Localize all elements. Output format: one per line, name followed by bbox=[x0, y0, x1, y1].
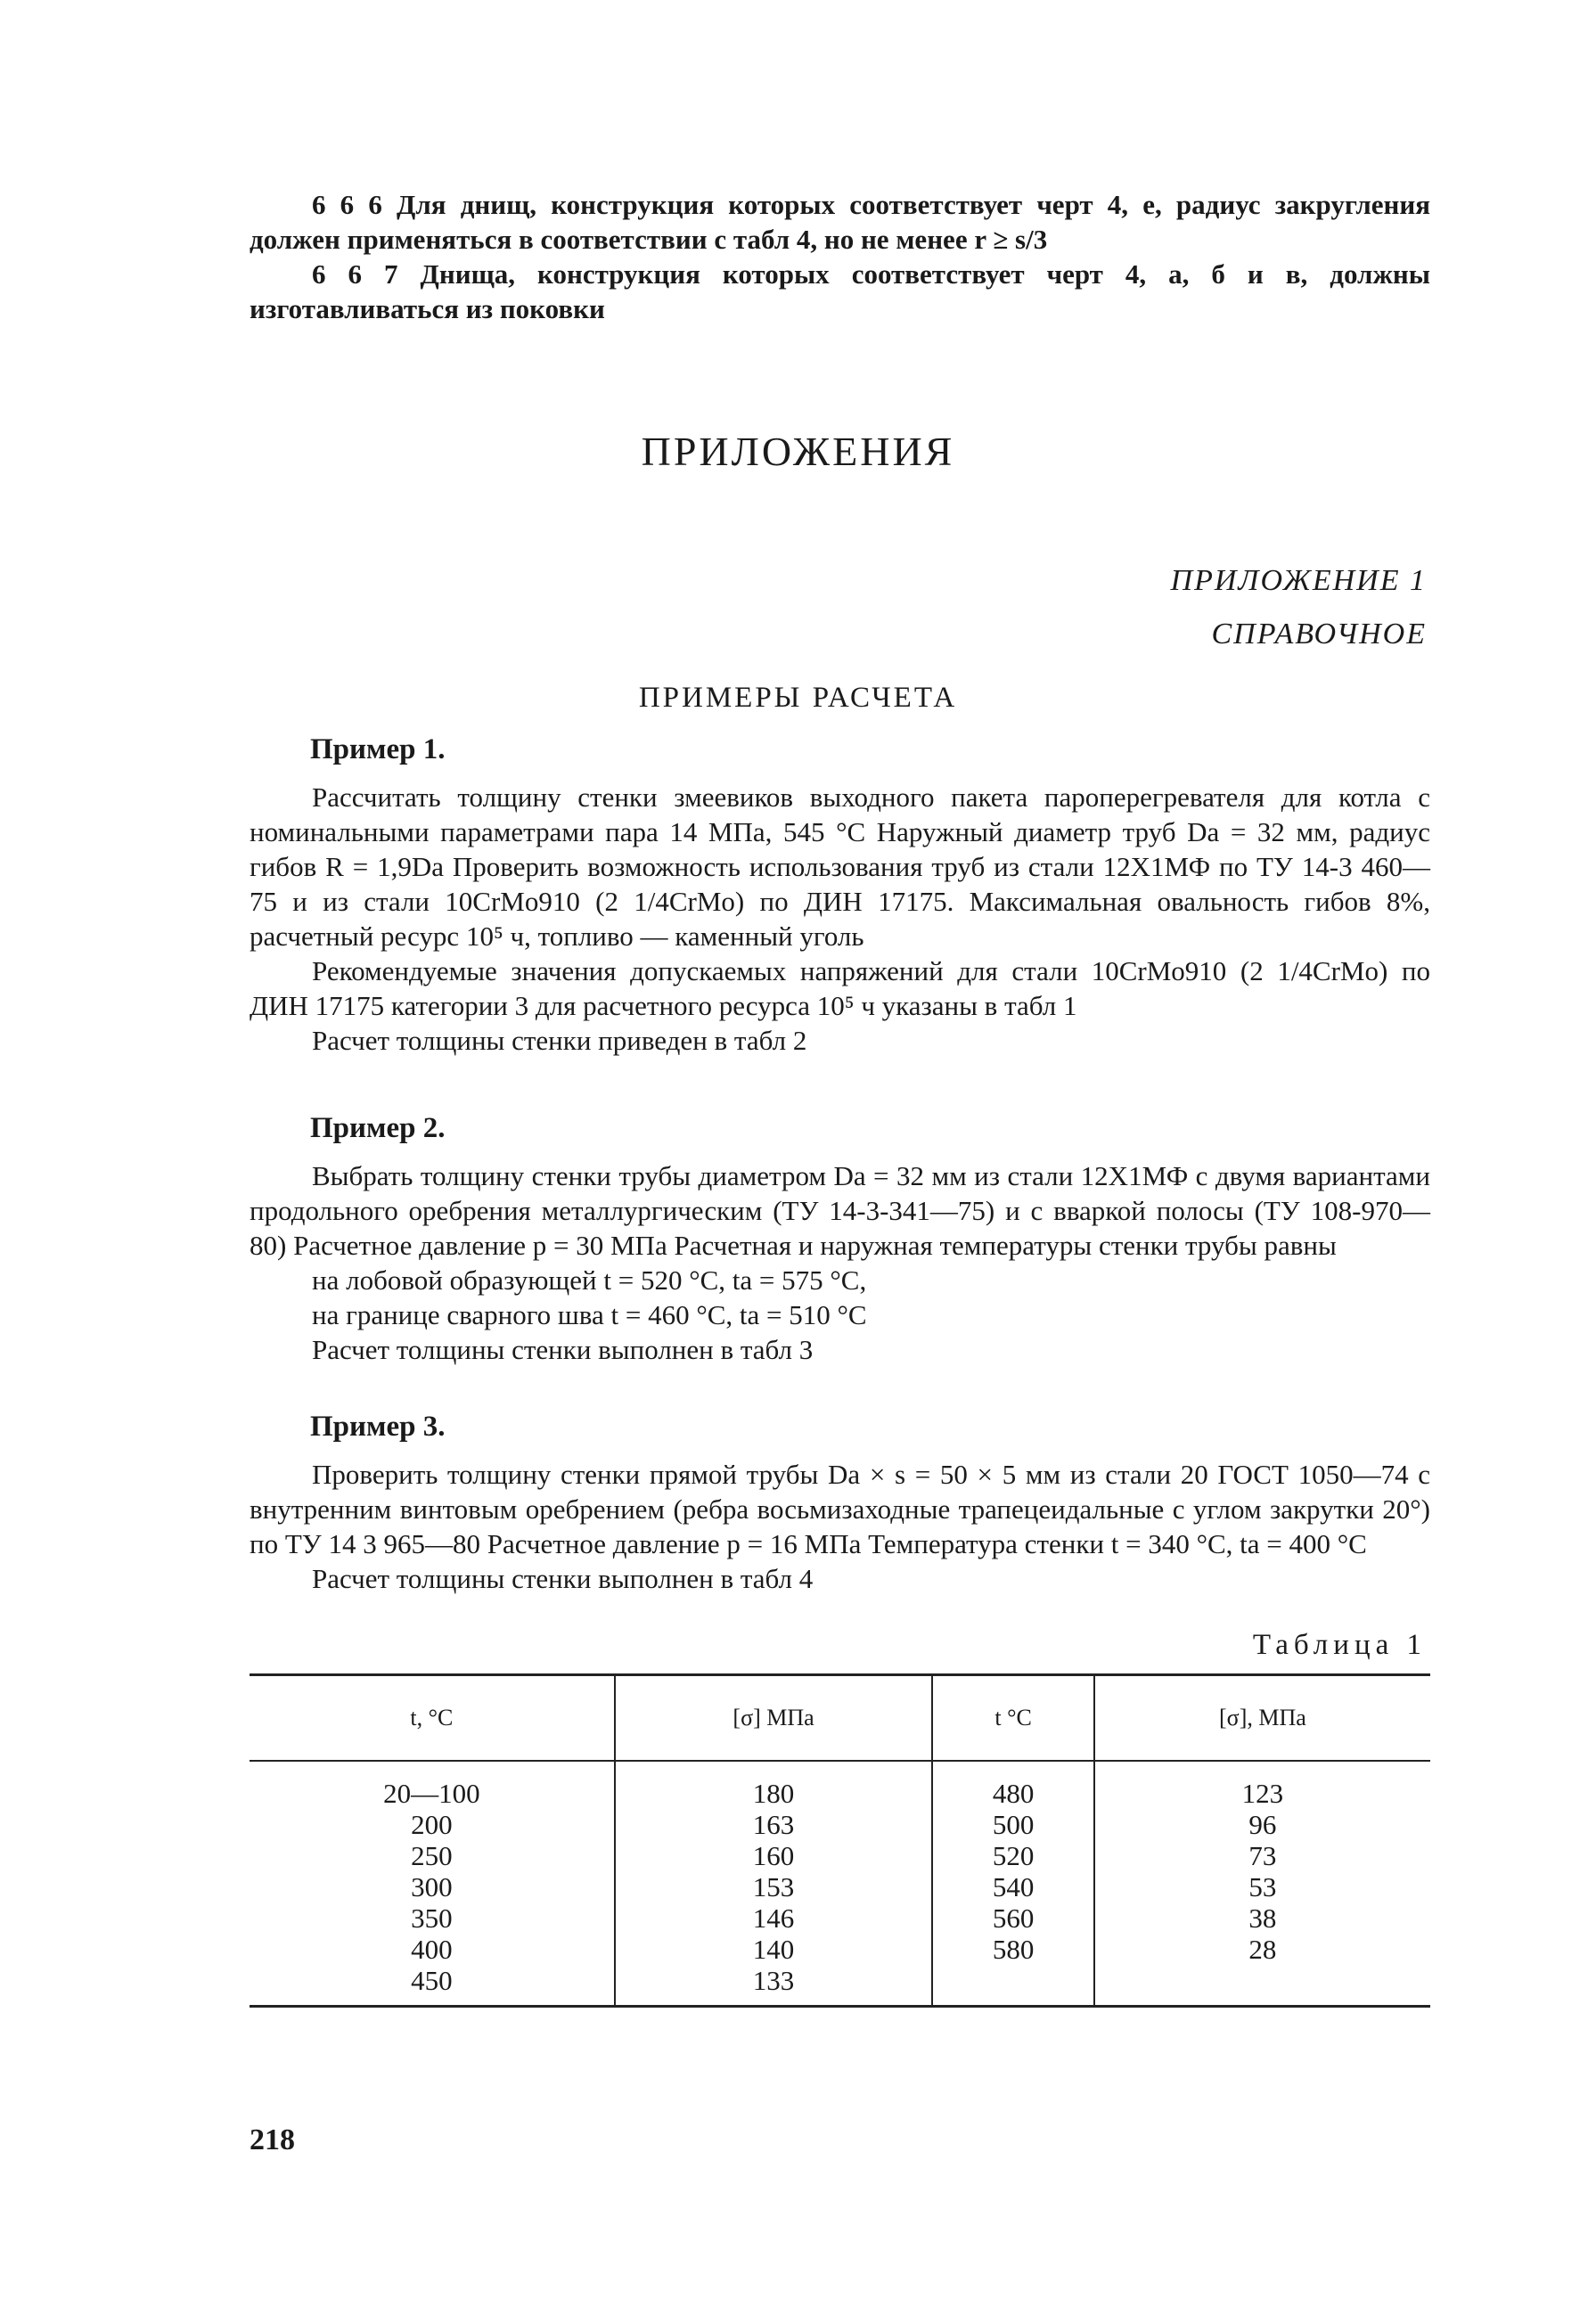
table-1-caption: Таблица 1 bbox=[1252, 1629, 1427, 1661]
appendix-title: ПРИМЕРЫ РАСЧЕТА bbox=[638, 682, 958, 714]
example-2-label: Пример 2. bbox=[310, 1112, 446, 1144]
example-1-paragraph: Рекомендуемые значения допускаемых напряжений для стали 10CrMo910 (2 1/4CrMo) по ДИН 17175 категории 3 для расчетного ресурса 10⁵ ч указаны в табл 1 bbox=[250, 955, 1430, 1021]
example-3-label: Пример 3. bbox=[310, 1411, 446, 1443]
example-2-paragraph: на границе сварного шва t = 460 °С, ta = 510 °С bbox=[312, 1299, 867, 1330]
example-1-body bbox=[250, 780, 1430, 1058]
clause-6-6-6: 6 6 6 Для днищ, конструкция которых соответствует черт 4, е, радиус закругления должен применяться в соответствии с табл 4, но не менее r ≥ s/3 bbox=[250, 189, 1430, 255]
top-paragraphs bbox=[250, 187, 1430, 326]
example-2-body bbox=[250, 1158, 1430, 1367]
example-1-paragraph: Рассчитать толщину стенки змеевиков выходного пакета пароперегревателя для котла с номинальными параметрами пара 14 МПа, 545 °С Наружный диаметр труб Da = 32 мм, радиус гибов R = 1,9Da Проверить возможность использования труб из стали 12Х1МФ по ТУ 14-3 460—75 и из стали 10CrMo910 (2 1/4CrMo) по ДИН 17175. Максимальная овальность гибов 8%, расчетный ресурс 10⁵ ч, топливо — каменный уголь bbox=[250, 781, 1430, 952]
clause-6-6-7: 6 6 7 Днища, конструкция которых соответствует черт 4, а, б и в, должны изготавливаться из поковки bbox=[250, 258, 1430, 324]
header-temperature-2: t °С bbox=[932, 1675, 1094, 1762]
header-stress-2: [σ], МПа bbox=[1094, 1675, 1430, 1762]
table-body-row bbox=[250, 1761, 1430, 2007]
example-1-label: Пример 1. bbox=[310, 733, 446, 765]
section-title: ПРИЛОЖЕНИЯ bbox=[641, 429, 955, 474]
example-3-body bbox=[250, 1457, 1430, 1596]
example-3-paragraph: Расчет толщины стенки выполнен в табл 4 bbox=[312, 1563, 814, 1594]
example-2-paragraph: Выбрать толщину стенки трубы диаметром Da = 32 мм из стали 12Х1МФ с двумя вариантами продольного оребрения металлургическим (ТУ 14-3-341—75) и с вваркой полосы (ТУ 108-970—80) Расчетное давление p = 30 МПа Расчетная и наружная температуры стенки трубы равны bbox=[250, 1160, 1430, 1261]
header-temperature-1: t, °С bbox=[250, 1675, 615, 1762]
stress-column-2: 123 96 73 53 38 28 bbox=[1094, 1761, 1430, 2007]
example-1-paragraph: Расчет толщины стенки приведен в табл 2 bbox=[312, 1025, 807, 1056]
table-header-row bbox=[250, 1675, 1430, 1762]
header-stress-1: [σ] МПа bbox=[615, 1675, 933, 1762]
page-number: 218 bbox=[250, 2123, 295, 2156]
appendix-label: ПРИЛОЖЕНИЕ 1 bbox=[1170, 564, 1427, 597]
temperature-column-1: 20—100 200 250 300 350 400 450 bbox=[383, 1778, 480, 1996]
example-2-paragraph: Расчет толщины стенки выполнен в табл 3 bbox=[312, 1334, 814, 1365]
stress-column-1: 180 163 160 153 146 140 133 bbox=[615, 1761, 933, 2007]
example-2-paragraph: на лобовой образующей t = 520 °С, ta = 575 °С, bbox=[312, 1264, 867, 1296]
temperature-column-2: 480 500 520 540 560 580 bbox=[932, 1761, 1094, 2007]
allowable-stress-table bbox=[250, 1673, 1430, 2008]
example-3-paragraph: Проверить толщину стенки прямой трубы Da × s = 50 × 5 мм из стали 20 ГОСТ 1050—74 с внутренним винтовым оребрением (ребра восьмизаходные трапецеидальные с углом закрутки 20°) по ТУ 14 3 965—80 Расчетное давление p = 16 МПа Температура стенки t = 340 °С, ta = 400 °С bbox=[250, 1459, 1430, 1559]
appendix-type: СПРАВОЧНОЕ bbox=[1211, 618, 1427, 650]
